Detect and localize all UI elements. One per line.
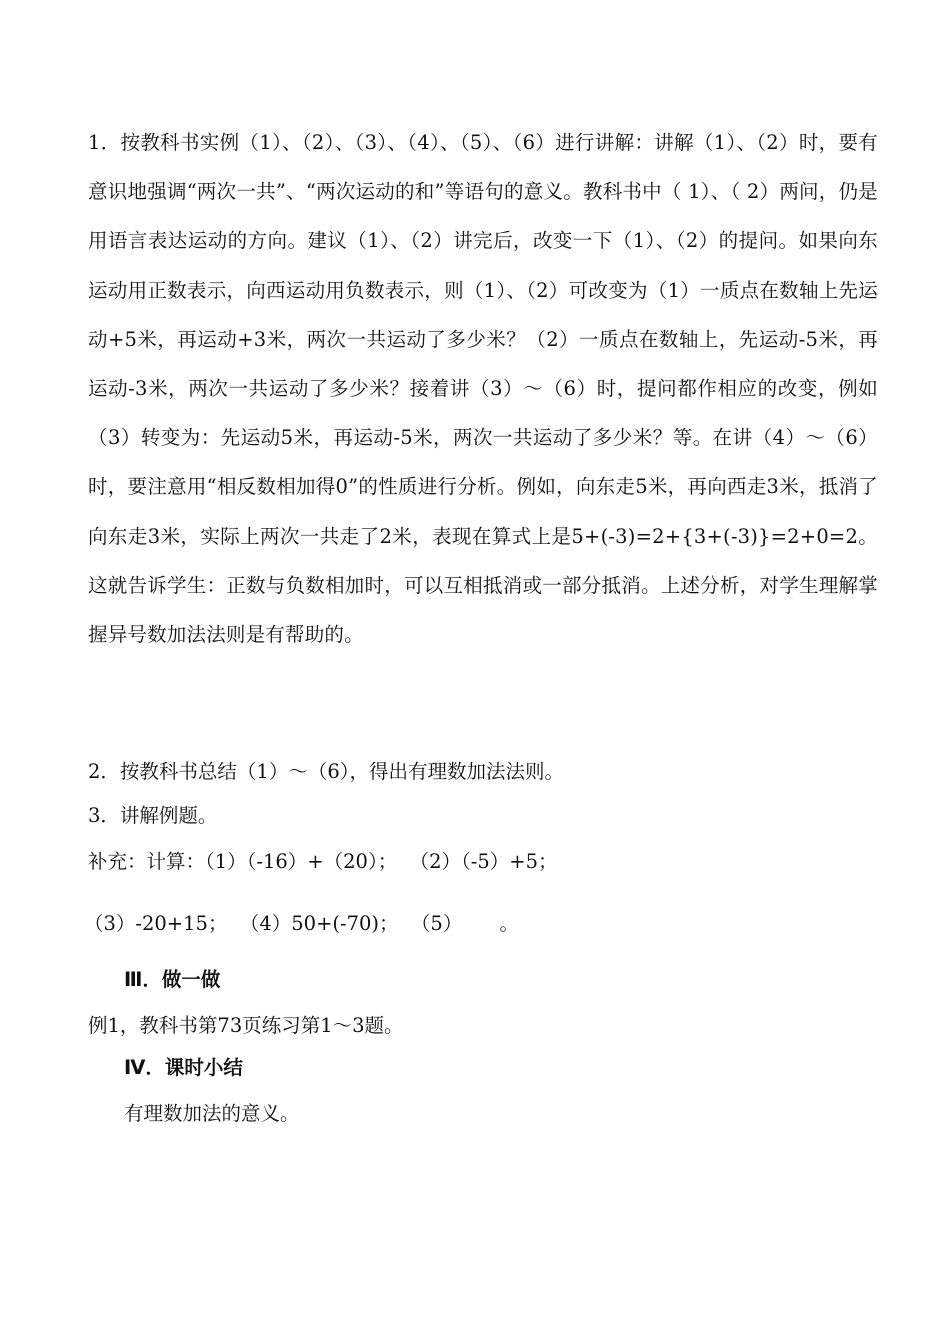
summary-line: 有理数加法的意义。 [124, 1102, 300, 1125]
example-1-line: 例1，教科书第73页练习第1～3题。 [88, 1014, 404, 1037]
section-4-heading: Ⅳ．课时小结 [124, 1056, 243, 1079]
supplement-calc-line-2: （3）-20+15； （4）50+(-70)； （5） 。 [84, 912, 520, 935]
item-3-examples: 3．讲解例题。 [88, 804, 218, 827]
item-2-summary: 2．按教科书总结（1）～（6），得出有理数加法法则。 [88, 760, 564, 783]
section-3-heading: Ⅲ．做一做 [124, 968, 221, 991]
supplement-calc-line-1: 补充：计算：（1）（-16）+（20）； （2）（-5）+5； [88, 850, 558, 873]
paragraph-explanation: 1．按教科书实例（1）、（2）、（3）、（4）、（5）、（6）进行讲解：讲解（1）、（2）时，要有意识地强调“两次一共”、“两次运动的和”等语句的意义。教科书中（ 1）、（ 2）两问，仍是用语言表达运动的方向。建议（1）、（2）讲完后，改变一下（1）、（2）的提问。如果向东运动用正数表示，向西运动用负数表示，则（1）、（2）可改变为（1）一质点在数轴上先运动+5米，再运动+3米，两次一共运动了多少米？（2）一质点在数轴上，先运动-5米，再运动-3米，两次一共运动了多少米？接着讲（3）～（6）时，提问都作相应的改变，例如（3）转变为：先运动5米，再运动-5米，两次一共运动了多少米？等。在讲（4）～（6）时，要注意用“相反数相加得0”的性质进行分析。例如，向东走5米，再向西走3米，抵消了向东走3米，实际上两次一共走了2米，表现在算式上是5+(-3)=2+{3+(-3)}=2+0=2。这就告诉学生：正数与负数相加时，可以互相抵消或一部分抵消。上述分析，对学生理解掌握异号数加法法则是有帮助的。 [88, 131, 878, 647]
